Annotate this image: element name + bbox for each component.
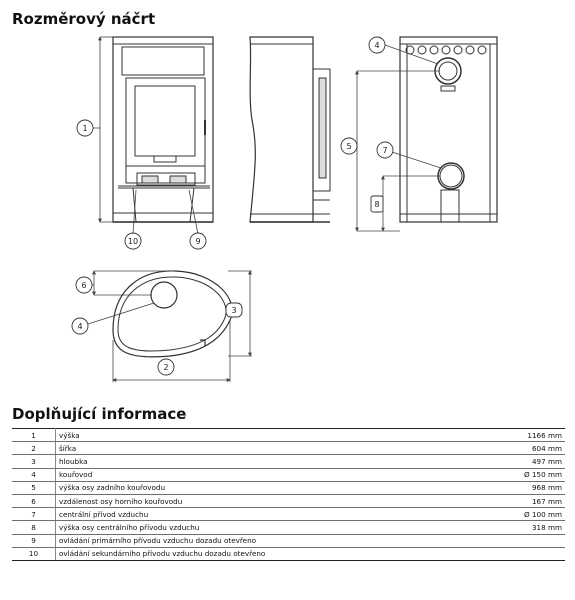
row-description: ovládání primárního přívodu vzduchu dozadu otevřeno — [56, 534, 490, 547]
row-description: vzdálenost osy horního kouřovodu — [56, 494, 490, 507]
table-row — [12, 547, 565, 560]
row-value: 968 mm — [489, 481, 565, 494]
dimension-lines — [88, 37, 441, 382]
row-number: 6 — [12, 494, 56, 507]
section-title-sketch: Rozměrový náčrt — [12, 10, 156, 28]
row-value: Ø 100 mm — [489, 508, 565, 521]
row-number: 2 — [12, 442, 56, 455]
callout-4: 4 — [374, 41, 380, 50]
top-view — [113, 271, 232, 357]
row-number: 3 — [12, 455, 56, 468]
table-row — [12, 455, 565, 468]
row-description: šířka — [56, 442, 490, 455]
row-value: 167 mm — [489, 494, 565, 507]
callout-6: 6 — [81, 281, 87, 290]
front-view — [113, 37, 213, 222]
callout-10: 10 — [127, 237, 139, 246]
callout-3: 3 — [231, 306, 237, 315]
row-description: kouřovod — [56, 468, 490, 481]
table-row — [12, 442, 565, 455]
row-value: 604 mm — [489, 442, 565, 455]
row-number: 1 — [12, 429, 56, 442]
side-view — [250, 37, 330, 222]
table-row — [12, 508, 565, 521]
row-description: výška osy zadního kouřovodu — [56, 481, 490, 494]
row-value — [489, 534, 565, 547]
callout-4-top: 4 — [77, 322, 83, 331]
row-description: výška — [56, 429, 490, 442]
table-row — [12, 521, 565, 534]
row-description: centrální přívod vzduchu — [56, 508, 490, 521]
callout-8: 8 — [374, 200, 380, 209]
table-row — [12, 468, 565, 481]
callout-2: 2 — [163, 363, 169, 372]
table-row — [12, 534, 565, 547]
row-value: 497 mm — [489, 455, 565, 468]
row-description: výška osy centrálního přívodu vzduchu — [56, 521, 490, 534]
row-number: 9 — [12, 534, 56, 547]
callout-5: 5 — [346, 142, 352, 151]
row-number: 10 — [12, 547, 56, 560]
row-value: Ø 150 mm — [489, 468, 565, 481]
info-table — [12, 428, 565, 561]
row-value: 1166 mm — [489, 429, 565, 442]
row-number: 5 — [12, 481, 56, 494]
back-view — [400, 37, 497, 222]
callout-7: 7 — [382, 146, 388, 155]
row-value: 318 mm — [489, 521, 565, 534]
row-number: 4 — [12, 468, 56, 481]
row-number: 7 — [12, 508, 56, 521]
table-row — [12, 494, 565, 507]
section-title-info: Doplňující informace — [12, 405, 187, 423]
table-row — [12, 481, 565, 494]
row-description: ovládání sekundárního přívodu vzduchu dozadu otevřeno — [56, 547, 490, 560]
row-number: 8 — [12, 521, 56, 534]
table-row — [12, 429, 565, 442]
row-description: hloubka — [56, 455, 490, 468]
row-value — [489, 547, 565, 560]
callout-1: 1 — [82, 124, 88, 133]
callout-9: 9 — [195, 237, 201, 246]
